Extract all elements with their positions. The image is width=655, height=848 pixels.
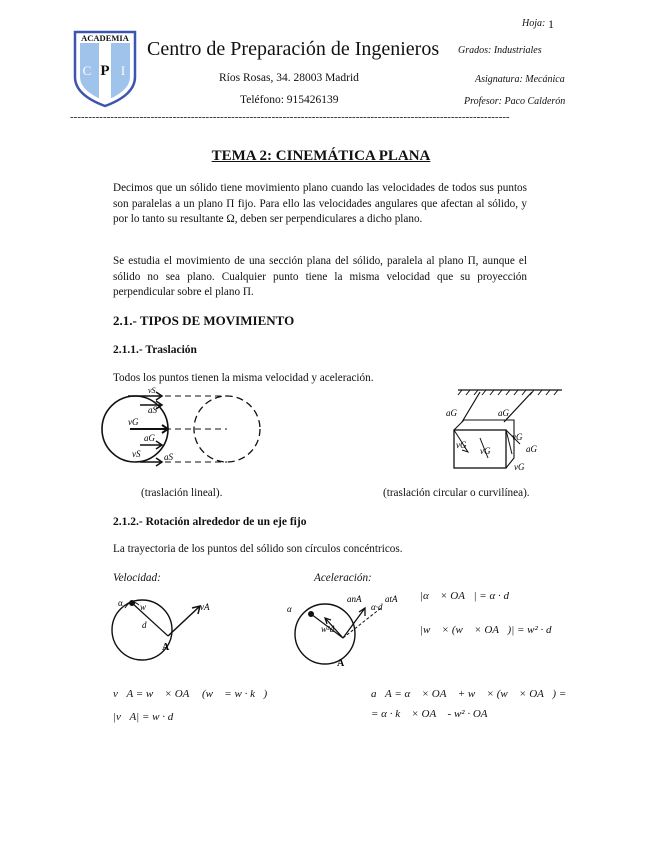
velocity-label: Velocidad: — [113, 572, 161, 584]
svg-text:d: d — [142, 620, 147, 630]
section-title: 2.1.- TIPOS DE MOVIMIENTO — [113, 313, 295, 328]
svg-text:C: C — [82, 63, 92, 78]
hoja-label: Hoja: — [522, 18, 546, 29]
paragraph-1: Decimos que un sólido tiene movimiento plano cuando las velocidades de todos sus puntos son paralelas a un plano Π fijo. Para ello las velocidades angulares que afectan al sólido, y por lo tanto su resultante Ω, deben ser perpendiculares a dicho plano. — [113, 182, 527, 225]
formula-alpha-d: |α⃗ × OA⃗| = α · d — [420, 590, 509, 602]
svg-text:α: α — [287, 604, 292, 614]
formula-velocity-mag: |v⃗A| = w · d — [113, 711, 174, 723]
acceleration-diagram — [285, 590, 415, 675]
svg-text:aG: aG — [446, 408, 457, 418]
formula-acceleration: a⃗A = α⃗ × OA⃗ + w⃗ × (w⃗ × OA⃗) = — [371, 688, 567, 700]
svg-text:α·d: α·d — [371, 602, 383, 612]
formula-acceleration-2: = α · k⃗ × OA⃗ - w² · OA⃗ — [371, 708, 497, 720]
academia-logo — [72, 29, 138, 114]
svg-text:w²d: w²d — [321, 624, 335, 634]
subsection-rotacion: 2.1.2.- Rotación alrededor de un eje fijo — [113, 516, 307, 528]
svg-text:vS: vS — [148, 386, 156, 395]
page-title: TEMA 2: CINEMÁTICA PLANA — [211, 148, 431, 164]
svg-text:A: A — [162, 642, 170, 653]
rotacion-text: La trayectoria de los puntos del sólido son círculos concéntricos. — [113, 543, 403, 555]
grados-text: Grados: Industriales — [458, 45, 542, 56]
hoja-number: 1 — [548, 17, 554, 31]
svg-text:vG: vG — [480, 446, 491, 456]
svg-text:vG: vG — [456, 440, 467, 450]
svg-text:P: P — [100, 63, 110, 79]
svg-text:vG: vG — [128, 417, 139, 427]
svg-text:A: A — [337, 658, 345, 669]
phone-text: Teléfono: 915426139 — [240, 94, 339, 106]
asignatura-text: Asignatura: Mecánica — [475, 74, 565, 85]
address-text: Ríos Rosas, 34. 28003 Madrid — [219, 72, 359, 84]
svg-text:vA: vA — [200, 602, 210, 612]
subsection-traslacion: 2.1.1.- Traslación — [113, 344, 197, 356]
svg-text:α: α — [118, 598, 123, 608]
header-separator: ------------------------------------------------------------------------------------------------------------------------ — [70, 111, 510, 123]
svg-text:w: w — [140, 602, 147, 612]
svg-text:vG: vG — [514, 462, 525, 472]
svg-text:aS: aS — [148, 405, 157, 415]
velocity-diagram — [110, 588, 220, 673]
caption-circular: (traslación circular o curvilínea). — [383, 487, 530, 499]
svg-text:ACADEMIA: ACADEMIA — [81, 33, 129, 43]
formula-velocity: v⃗A = w⃗ × OA⃗ — [113, 688, 198, 700]
formula-w-k: (w⃗ = w · k⃗) — [202, 688, 268, 700]
svg-text:I: I — [120, 63, 126, 78]
svg-text:anA: anA — [347, 594, 362, 604]
svg-text:vG: vG — [512, 432, 523, 442]
svg-text:atA: atA — [385, 594, 398, 604]
formula-w2d: |w⃗ × (w⃗ × OA⃗)| = w² · d — [420, 624, 552, 636]
acceleration-label: Aceleración: — [314, 572, 372, 584]
linear-translation-diagram — [100, 385, 270, 485]
org-name: Centro de Preparación de Ingenieros — [147, 38, 440, 60]
svg-text:aG: aG — [526, 444, 537, 454]
caption-linear: (traslación lineal). — [141, 487, 223, 499]
svg-text:aS: aS — [164, 452, 173, 462]
circular-translation-diagram — [440, 382, 565, 479]
traslacion-text: Todos los puntos tienen la misma velocidad y aceleración. — [113, 372, 374, 384]
paragraph-2: Se estudia el movimiento de una sección plana del sólido, paralela al plano Π, aunque el sólido no sea plano. Cualquier punto tiene la misma velocidad que su proyección perpendicular sobre el plano Π. — [113, 255, 527, 298]
svg-text:aG: aG — [144, 433, 155, 443]
profesor-text: Profesor: Paco Calderón — [464, 96, 566, 107]
svg-text:vS: vS — [132, 449, 141, 459]
svg-text:aG: aG — [498, 408, 509, 418]
